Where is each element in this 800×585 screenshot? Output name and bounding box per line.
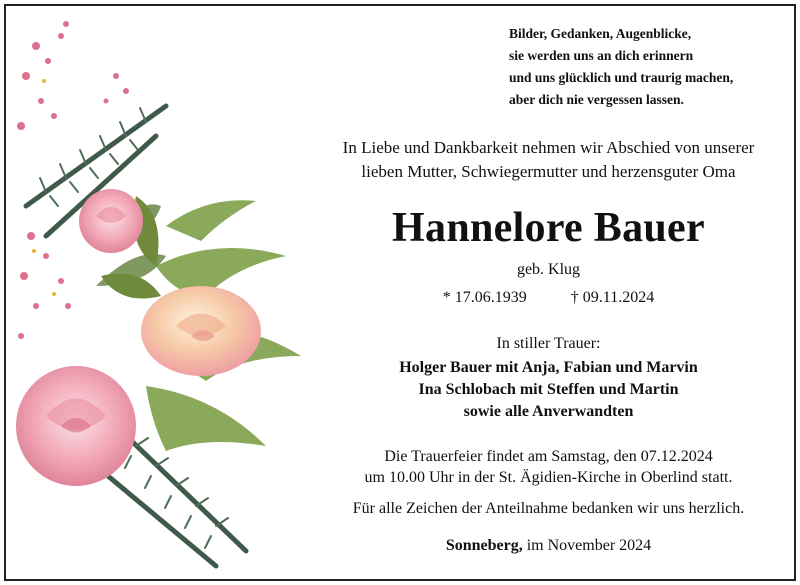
birth-date: * 17.06.1939 [442,289,527,306]
intro-line: In Liebe und Dankbarkeit nehmen wir Abschied von unserer [342,138,755,157]
deceased-name: Hannelore Bauer [392,205,705,251]
death-date: † 09.11.2024 [570,289,655,306]
poem-line: Bilder, Gedanken, Augenblicke, [509,26,692,41]
poem-line: aber dich nie vergessen lassen. [509,92,684,107]
signoff-date: im November 2024 [526,537,652,554]
mourner-line: Holger Bauer mit Anja, Fabian und Marvin [399,359,698,376]
signoff [311,537,786,555]
farewell-intro [311,136,786,184]
signoff-place: Sonneberg, [445,537,523,554]
mourner-line: sowie alle Anverwandten [463,403,634,420]
funeral-line: um 10.00 Uhr in der St. Ägidien-Kirche in Oberlind statt. [364,469,733,486]
birth-name: geb. Klug [516,261,581,278]
obituary-card [4,4,796,581]
intro-line: lieben Mutter, Schwiegermutter und herzensguter Oma [361,162,736,181]
mourners-list [311,357,786,423]
poem-line: sie werden uns an dich erinnern [509,48,694,63]
mourning-label: In stiller Trauer: [496,335,601,352]
flower-arrangement-image [6,6,326,579]
funeral-line: Die Trauerfeier findet am Samstag, den 07.12.2024 [384,448,713,465]
funeral-notice [311,446,786,488]
life-dates [311,289,786,307]
thanks-note: Für alle Zeichen der Anteilnahme bedanken wir uns herzlich. [352,500,745,517]
mourner-line: Ina Schlobach mit Steffen und Martin [418,381,679,398]
memorial-poem [509,23,789,111]
poem-line: und uns glücklich und traurig machen, [509,70,734,85]
